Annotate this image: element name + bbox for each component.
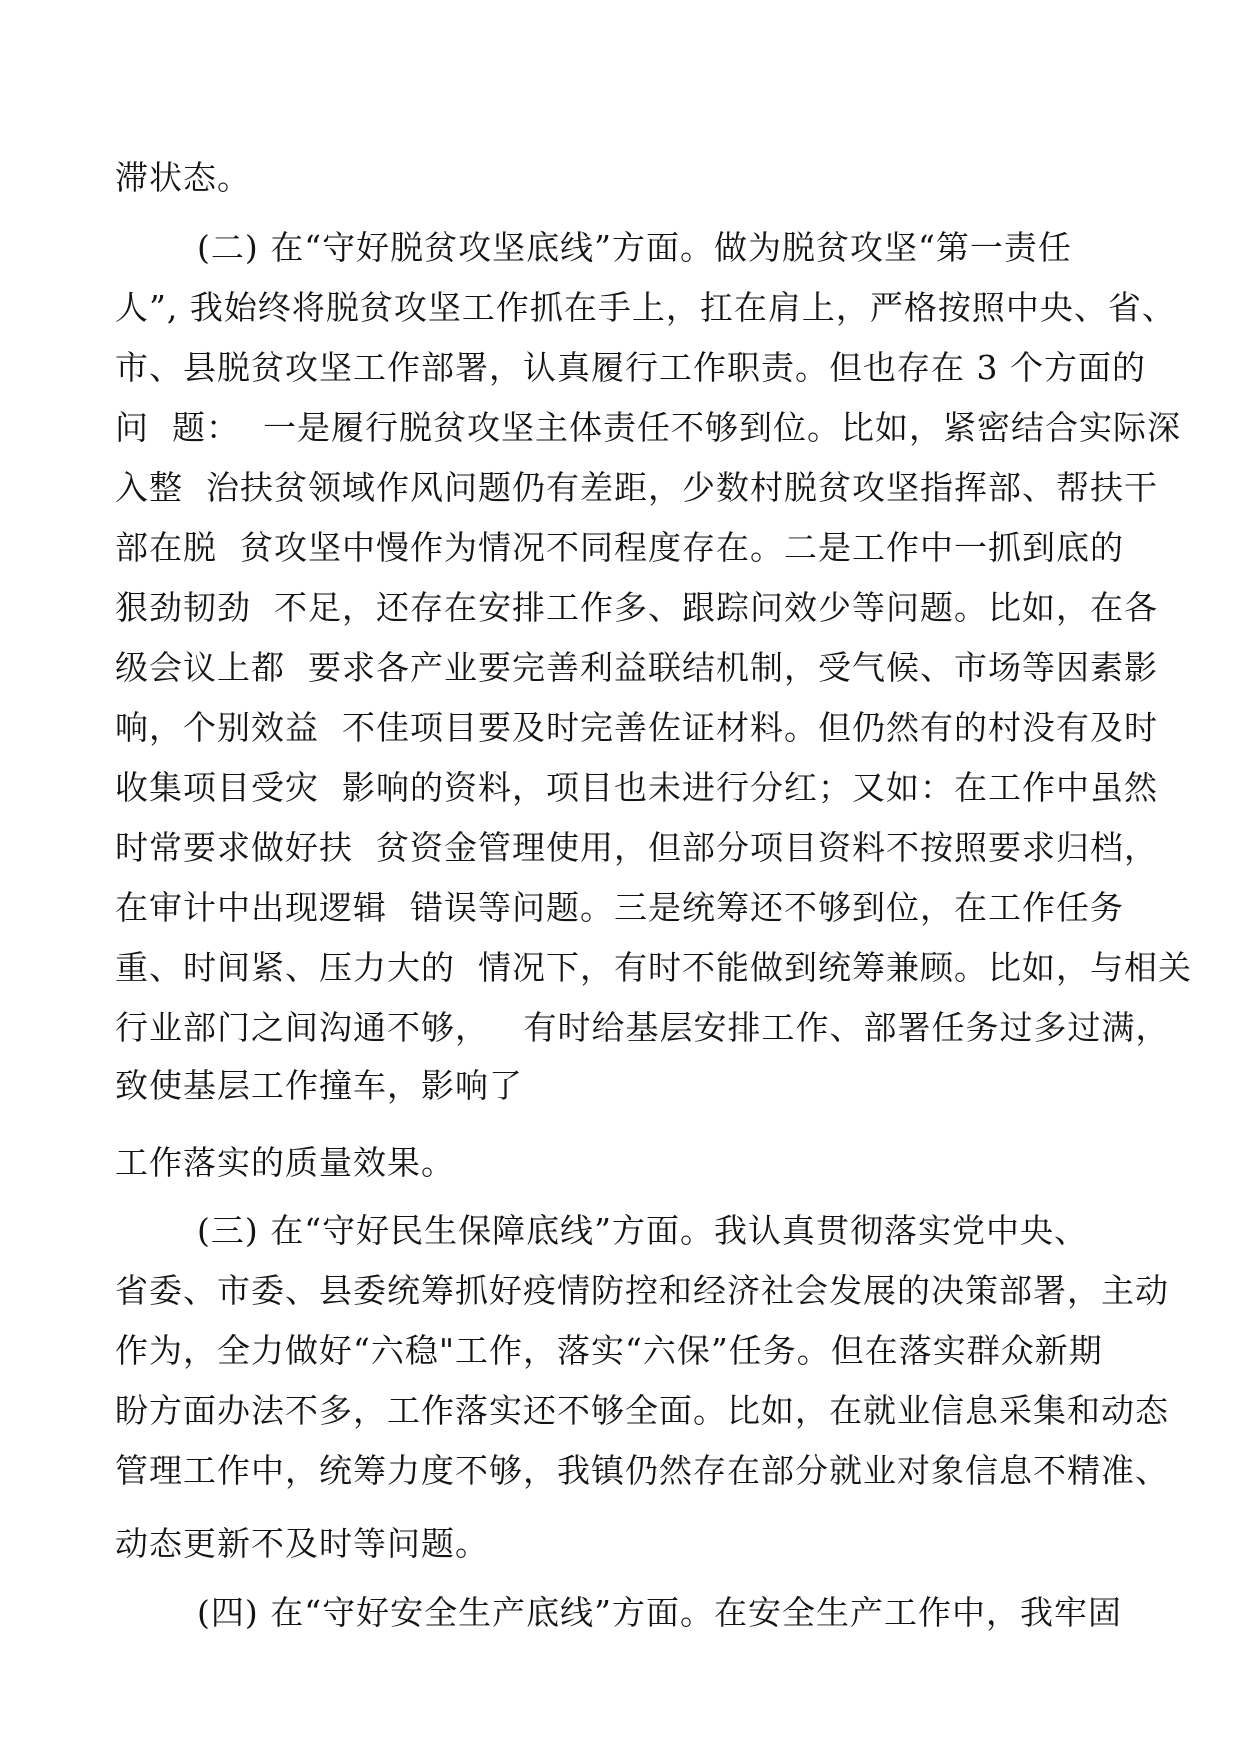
text-line-19: 省委、市委、县委统筹抓好疫情防控和经济社会发展的决策部署，主动 [115, 1271, 1169, 1310]
text-line-8: 狠劲韧劲 不足，还存在安排工作多、跟踪问效少等问题。比如，在各 [115, 588, 1158, 627]
text-line-18: (三) 在“守好民生保障底线”方面。我认真贯彻落实党中央、 [197, 1211, 1088, 1250]
text-line-21: 盼方面办法不多，工作落实还不够全面。比如，在就业信息采集和动态 [115, 1391, 1169, 1430]
text-line-6: 入整 治扶贫领域作风问题仍有差距，少数村脱贫攻坚指挥部、帮扶干 [115, 468, 1158, 507]
text-line-22: 管理工作中，统筹力度不够，我镇仍然存在部分就业对象信息不精准、 [115, 1451, 1169, 1490]
text-line-17: 工作落实的质量效果。 [115, 1143, 455, 1182]
text-line-23: 动态更新不及时等问题。 [115, 1524, 489, 1563]
text-line-4: 市、县脱贫攻坚工作部署，认真履行工作职责。但也存在 3 个方面的 [115, 348, 1146, 387]
text-line-3: 人”, 我始终将脱贫攻坚工作抓在手上，扛在肩上，严格按照中央、省、 [115, 288, 1176, 327]
text-line-1: 滞状态。 [115, 158, 251, 197]
text-line-13: 在审计中出现逻辑 错误等问题。三是统筹还不够到位，在工作任务 [115, 888, 1124, 927]
text-line-24: (四) 在“守好安全生产底线”方面。在安全生产工作中，我牢固 [197, 1593, 1122, 1632]
text-line-10: 响，个别效益 不佳项目要及时完善佐证材料。但仍然有的村没有及时 [115, 708, 1158, 747]
text-line-20: 作为，全力做好“六稳"工作，落实“六保”任务。但在落实群众新期 [115, 1331, 1103, 1370]
text-line-16: 致使基层工作撞车，影响了 [115, 1066, 523, 1105]
text-line-11: 收集项目受灾 影响的资料，项目也未进行分红；又如：在工作中虽然 [115, 768, 1158, 807]
text-line-5: 问 题： 一是履行脱贫攻坚主体责任不够到位。比如，紧密结合实际深 [115, 408, 1181, 447]
text-line-12: 时常要求做好扶 贫资金管理使用，但部分项目资料不按照要求归档， [115, 828, 1158, 867]
text-line-15: 行业部门之间沟通不够， 有时给基层安排工作、部署任务过多过满， [115, 1008, 1170, 1047]
text-line-9: 级会议上都 要求各产业要完善利益联结机制，受气候、市场等因素影 [115, 648, 1158, 687]
text-line-14: 重、时间紧、压力大的 情况下，有时不能做到统筹兼顾。比如，与相关 [115, 948, 1192, 987]
text-line-7: 部在脱 贫攻坚中慢作为情况不同程度存在。二是工作中一抓到底的 [115, 528, 1124, 567]
text-line-2: (二) 在“守好脱贫攻坚底线”方面。做为脱贫攻坚“第一责任 [197, 228, 1072, 267]
